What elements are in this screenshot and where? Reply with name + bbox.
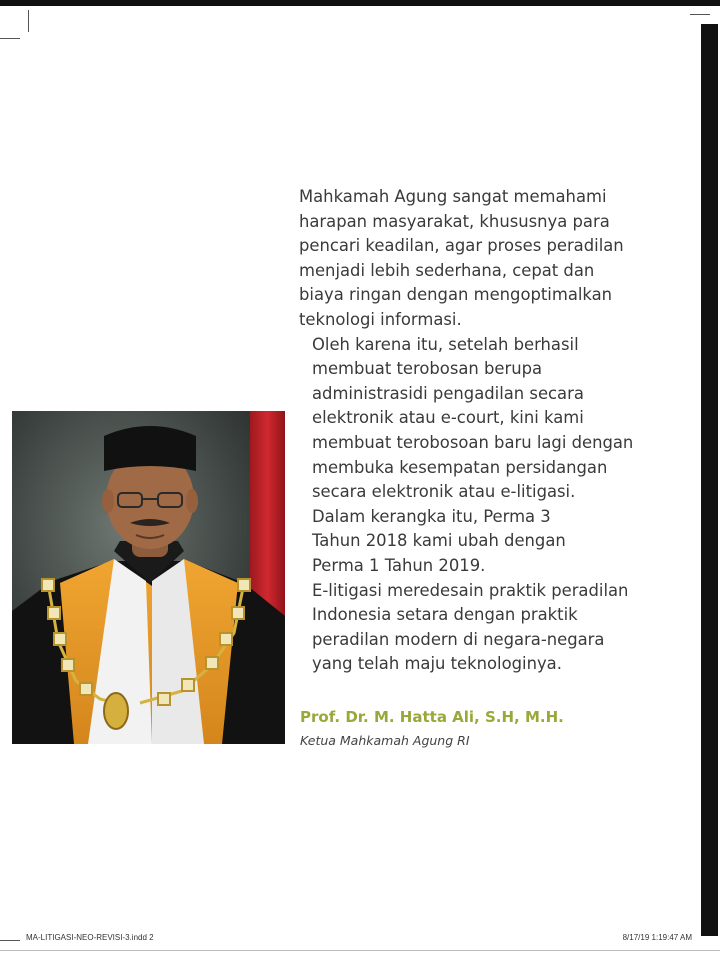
article-body: [299, 185, 644, 677]
article-line: Perma 1 Tahun 2019.: [312, 555, 486, 575]
article-line: administrasidi pengadilan secara: [312, 383, 584, 403]
footer-timestamp: 8/17/19 1:19:47 AM: [622, 933, 692, 942]
article-line: membuat terobosoan baru lagi dengan: [312, 432, 634, 452]
article-line: menjadi lebih sederhana, cepat dan: [299, 260, 595, 280]
article-paragraph: [299, 185, 644, 333]
crop-mark-top-left-v: [28, 10, 29, 32]
article-line: pencari keadilan, agar proses peradilan: [299, 236, 624, 256]
article-line: Indonesia setara dengan praktik: [312, 605, 578, 625]
signature-title: Ketua Mahkamah Agung RI: [300, 733, 470, 748]
article-line: Oleh karena itu, setelah berhasil: [312, 334, 579, 354]
bottom-trim-line: [0, 950, 720, 951]
page-top-border: [0, 0, 720, 6]
article-paragraph: [299, 333, 644, 505]
crop-mark-top-left-h: [0, 38, 20, 39]
article-line: teknologi informasi.: [299, 309, 462, 329]
article-line: yang telah maju teknologinya.: [312, 654, 562, 674]
article-line: biaya ringan dengan mengoptimalkan: [299, 285, 613, 305]
portrait-photo: [12, 411, 285, 744]
footer-filename: MA-LITIGASI-NEO-REVISI-3.indd 2: [26, 933, 154, 942]
article-line: Dalam kerangka itu, Perma 3: [312, 506, 551, 526]
article-paragraph: [299, 505, 644, 579]
crop-mark-bottom-left-h: [0, 940, 20, 941]
article-line: secara elektronik atau e-litigasi.: [312, 482, 576, 502]
article-line: E-litigasi meredesain praktik peradilan: [312, 580, 629, 600]
article-line: membuat terobosan berupa: [312, 359, 543, 379]
article-line: Mahkamah Agung sangat memahami: [299, 187, 607, 206]
article-line: peradilan modern di negara-negara: [312, 629, 605, 649]
article-line: harapan masyarakat, khususnya para: [299, 211, 610, 231]
article-line: membuka kesempatan persidangan: [312, 457, 608, 477]
crop-mark-top-right-h: [690, 14, 710, 15]
article-paragraph: [299, 579, 644, 677]
signature-name: Prof. Dr. M. Hatta Ali, S.H, M.H.: [300, 708, 564, 726]
article-line: Tahun 2018 kami ubah dengan: [312, 531, 566, 551]
article-line: elektronik atau e-court, kini kami: [312, 408, 584, 428]
page-right-border: [701, 24, 718, 936]
